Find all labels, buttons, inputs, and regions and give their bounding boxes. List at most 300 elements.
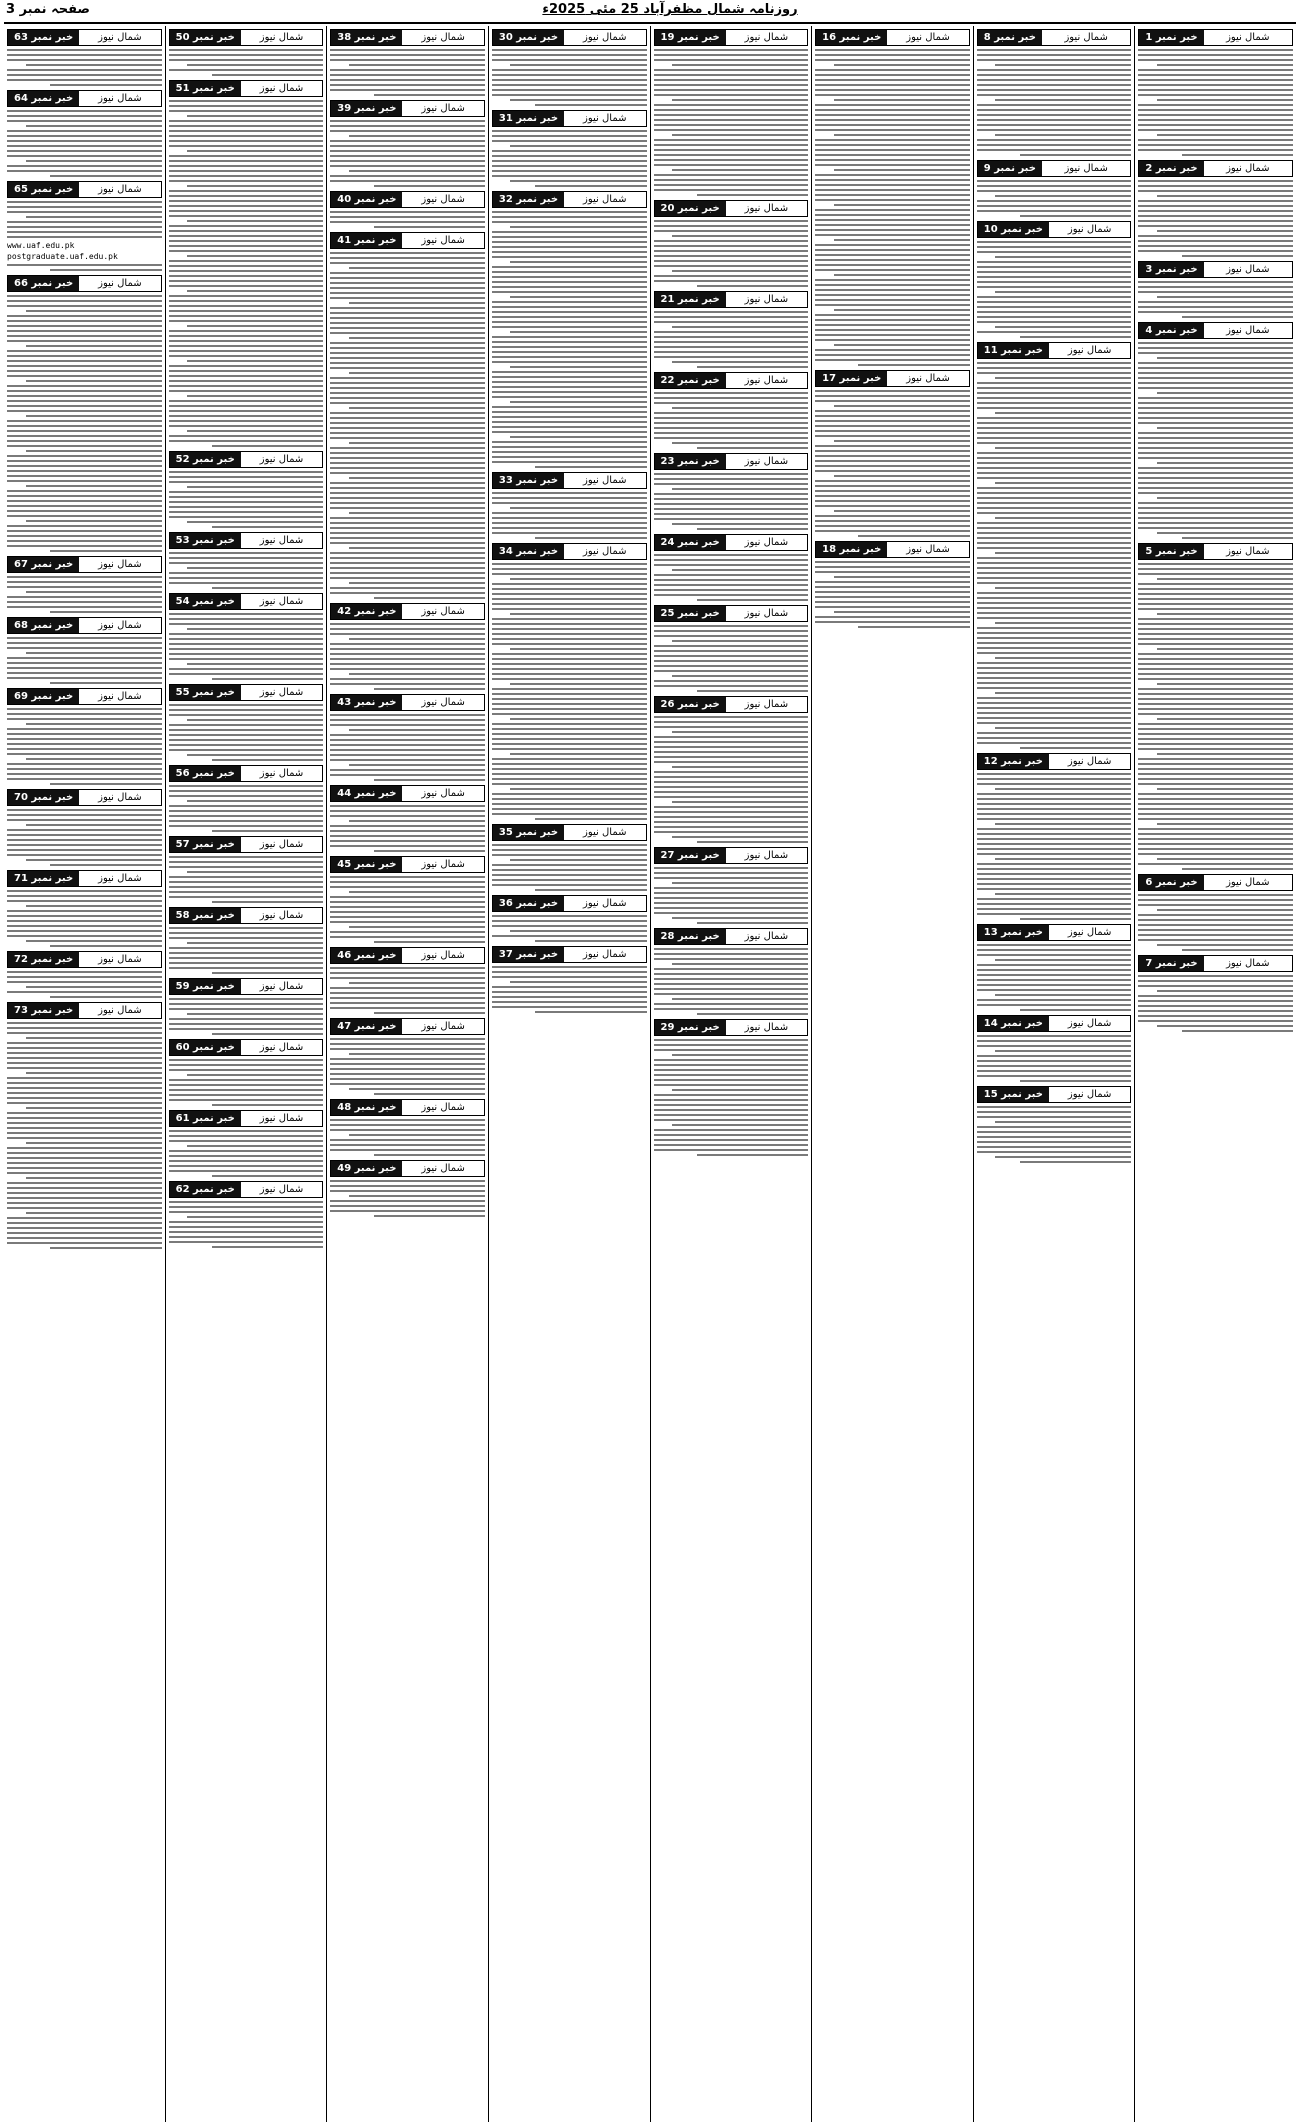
text-line [977, 873, 1132, 875]
text-line [492, 874, 647, 876]
text-line [834, 239, 970, 241]
text-line [492, 497, 647, 499]
text-line [977, 246, 1132, 248]
news-item-tag [1138, 160, 1293, 177]
text-line [492, 663, 647, 665]
text-line [995, 823, 1131, 825]
text-line [510, 683, 646, 685]
text-line [26, 160, 162, 162]
news-item-text [169, 49, 324, 76]
text-line [7, 672, 162, 674]
text-line [654, 746, 809, 748]
news-item-tag [169, 593, 324, 610]
text-line [169, 927, 324, 929]
news-source-label: شمال نیوز [241, 685, 322, 700]
text-line [330, 362, 485, 364]
text-line [169, 998, 324, 1000]
text-line [977, 677, 1132, 679]
text-line [169, 180, 324, 182]
text-line [7, 1027, 162, 1029]
text-line [169, 260, 324, 262]
text-line [492, 170, 647, 172]
text-line [169, 205, 324, 207]
text-line [7, 642, 162, 644]
text-line [169, 638, 324, 640]
news-item-text [7, 637, 162, 684]
text-line [330, 567, 485, 569]
text-line [169, 1084, 324, 1086]
text-line [374, 850, 485, 852]
text-line [26, 1107, 162, 1109]
text-line [1138, 190, 1293, 192]
text-line [212, 759, 323, 761]
news-item-tag [492, 29, 647, 46]
text-line [492, 698, 647, 700]
text-line [654, 574, 809, 576]
text-line [7, 435, 162, 437]
text-line [977, 863, 1132, 865]
news-item [654, 847, 809, 924]
text-line [995, 1050, 1131, 1052]
text-line [995, 195, 1131, 197]
text-line [1138, 74, 1293, 76]
news-item-tag [169, 1181, 324, 1198]
text-line [977, 104, 1132, 106]
text-line [510, 99, 646, 101]
text-line [492, 79, 647, 81]
text-line [330, 125, 485, 127]
text-line [212, 678, 323, 680]
text-line [169, 1023, 324, 1025]
text-line [330, 1048, 485, 1050]
text-line [510, 930, 646, 932]
text-line [977, 642, 1132, 644]
news-source-label: شمال نیوز [564, 30, 645, 45]
text-line [654, 432, 809, 434]
text-line [7, 662, 162, 664]
text-line [654, 716, 809, 718]
text-line [654, 184, 809, 186]
text-line [169, 235, 324, 237]
news-item-tag [7, 617, 162, 634]
text-line [330, 587, 485, 589]
text-line [977, 843, 1132, 845]
text-line [654, 149, 809, 151]
text-line [995, 517, 1131, 519]
text-line [995, 326, 1131, 328]
news-item-text [7, 576, 162, 613]
text-line [492, 618, 647, 620]
news-item-number: خبر نمبر 71 [8, 871, 79, 886]
text-line [7, 440, 162, 442]
text-line [330, 769, 485, 771]
text-line [492, 451, 647, 453]
news-item-text [815, 561, 970, 628]
text-line [26, 1177, 162, 1179]
text-line [330, 54, 485, 56]
text-line [492, 517, 647, 519]
text-line [815, 179, 970, 181]
text-line [977, 647, 1132, 649]
text-line [169, 165, 324, 167]
news-item [330, 856, 485, 943]
text-line [7, 713, 162, 715]
news-item-text [330, 252, 485, 599]
website-url[interactable]: www.uaf.edu.pk [7, 241, 75, 250]
text-line [492, 633, 647, 635]
news-source-label: شمال نیوز [564, 192, 645, 207]
text-line [1138, 487, 1293, 489]
text-line [169, 1165, 324, 1167]
text-line [697, 366, 808, 368]
text-line [492, 140, 647, 142]
text-line [374, 597, 485, 599]
text-line [7, 540, 162, 542]
text-line [492, 658, 647, 660]
text-line [7, 1222, 162, 1224]
text-line [330, 754, 485, 756]
text-line [654, 189, 809, 191]
news-item-text [977, 773, 1132, 920]
text-line [815, 571, 970, 573]
text-line [1138, 1010, 1293, 1012]
text-line [169, 577, 324, 579]
text-line [492, 733, 647, 735]
text-line [349, 1088, 485, 1090]
text-line [492, 276, 647, 278]
text-line [654, 958, 809, 960]
text-line [1138, 693, 1293, 695]
text-line [1138, 708, 1293, 710]
text-line [1138, 342, 1293, 344]
text-line [330, 734, 485, 736]
text-line [169, 516, 324, 518]
news-item-tag [977, 1086, 1132, 1103]
text-line [169, 350, 324, 352]
text-line [995, 587, 1131, 589]
text-line [1020, 1161, 1131, 1163]
text-line [169, 471, 324, 473]
text-line [7, 1227, 162, 1229]
text-line [492, 763, 647, 765]
news-source-label: شمال نیوز [1204, 323, 1292, 338]
text-line [7, 340, 162, 342]
text-line [1182, 154, 1293, 156]
text-line [1138, 79, 1293, 81]
text-line [330, 653, 485, 655]
news-source-label: شمال نیوز [1049, 343, 1130, 358]
text-line [492, 356, 647, 358]
text-line [1138, 94, 1293, 96]
text-line [977, 637, 1132, 639]
text-line [654, 139, 809, 141]
news-source-label: شمال نیوز [402, 30, 483, 45]
news-item-text [654, 948, 809, 1015]
text-line [349, 267, 485, 269]
text-line [977, 124, 1132, 126]
text-line [1182, 255, 1293, 257]
news-item [330, 785, 485, 852]
text-line [169, 496, 324, 498]
news-item-text [654, 49, 809, 196]
text-line [654, 174, 809, 176]
news-item-tag [169, 907, 324, 924]
news-item-tag [1138, 261, 1293, 278]
text-line [1138, 119, 1293, 121]
text-line [977, 492, 1132, 494]
text-line [1157, 1025, 1293, 1027]
text-line [212, 972, 323, 974]
text-line [1138, 934, 1293, 936]
text-line [1138, 568, 1293, 570]
text-line [330, 1185, 485, 1187]
text-line [654, 124, 809, 126]
text-line [834, 611, 970, 613]
text-line [1138, 447, 1293, 449]
text-line [7, 1112, 162, 1114]
text-line [169, 245, 324, 247]
text-line [169, 805, 324, 807]
text-line [7, 809, 162, 811]
news-item-text [654, 220, 809, 287]
text-line [995, 994, 1131, 996]
text-line [1138, 200, 1293, 202]
text-line [977, 1065, 1132, 1067]
text-line [492, 336, 647, 338]
text-line [492, 808, 647, 810]
text-line [654, 245, 809, 247]
text-line [492, 748, 647, 750]
news-item-tag [7, 688, 162, 705]
news-item-number: خبر نمبر 33 [493, 473, 564, 488]
text-line [1138, 144, 1293, 146]
text-line [330, 367, 485, 369]
text-line [7, 74, 162, 76]
text-line [1157, 718, 1293, 720]
text-line [654, 84, 809, 86]
text-line [492, 266, 647, 268]
text-line [169, 481, 324, 483]
text-line [212, 445, 323, 447]
text-line [815, 189, 970, 191]
text-line [1138, 813, 1293, 815]
text-line [815, 49, 970, 51]
text-line [815, 495, 970, 497]
text-line [654, 816, 809, 818]
text-line [1138, 149, 1293, 151]
text-line [330, 749, 485, 751]
text-line [349, 926, 485, 928]
text-line [977, 74, 1132, 76]
text-line [330, 1190, 485, 1192]
text-line [7, 753, 162, 755]
news-item-text [492, 130, 647, 187]
text-line [492, 568, 647, 570]
news-item [815, 29, 970, 366]
text-line [977, 139, 1132, 141]
text-line [7, 581, 162, 583]
text-line [169, 1236, 324, 1238]
text-line [187, 628, 323, 630]
news-item-tag [977, 342, 1132, 359]
text-line [330, 317, 485, 319]
text-line [1138, 362, 1293, 364]
text-line [977, 717, 1132, 719]
text-line [815, 415, 970, 417]
news-item-number: خبر نمبر 64 [8, 91, 79, 106]
text-line [7, 1087, 162, 1089]
text-line [7, 231, 162, 233]
news-item-text [815, 390, 970, 537]
text-line [349, 407, 485, 409]
website-url[interactable]: postgraduate.uaf.edu.pk [7, 252, 118, 261]
text-line [7, 576, 162, 578]
text-line [535, 889, 646, 891]
news-item [1138, 160, 1293, 257]
text-line [654, 1044, 809, 1046]
text-line [492, 688, 647, 690]
news-item-tag [169, 836, 324, 853]
text-line [169, 866, 324, 868]
text-line [1138, 783, 1293, 785]
news-item [7, 688, 162, 785]
text-line [7, 667, 162, 669]
text-line [212, 830, 323, 832]
text-line [492, 74, 647, 76]
text-line [7, 236, 162, 238]
text-line [815, 606, 970, 608]
text-line [815, 154, 970, 156]
text-line [1138, 768, 1293, 770]
news-item-tag [977, 924, 1132, 941]
text-line [26, 345, 162, 347]
news-item-number: خبر نمبر 54 [170, 594, 241, 609]
text-line [1157, 683, 1293, 685]
text-line [330, 643, 485, 645]
text-line [169, 724, 324, 726]
text-line [535, 940, 646, 942]
text-line [492, 386, 647, 388]
text-line [977, 607, 1132, 609]
text-line [654, 645, 809, 647]
text-line [977, 944, 1132, 946]
text-line [330, 522, 485, 524]
text-line [212, 901, 323, 903]
text-line [330, 992, 485, 994]
text-line [330, 49, 485, 51]
news-source-label: شمال نیوز [241, 979, 322, 994]
text-line [1138, 220, 1293, 222]
text-line [1138, 573, 1293, 575]
text-line [492, 241, 647, 243]
text-line [654, 872, 809, 874]
text-line [330, 663, 485, 665]
news-item-number: خبر نمبر 2 [1139, 161, 1203, 176]
text-line [697, 599, 808, 601]
news-source-label: شمال نیوز [564, 111, 645, 126]
text-line [977, 833, 1132, 835]
text-line [510, 436, 646, 438]
news-item-tag [977, 1015, 1132, 1032]
text-line [374, 1154, 485, 1156]
text-line [50, 1247, 161, 1249]
text-line [977, 407, 1132, 409]
text-line [1020, 1009, 1131, 1011]
text-line [510, 64, 646, 66]
text-line [977, 532, 1132, 534]
text-line [492, 461, 647, 463]
text-line [654, 346, 809, 348]
text-line [1138, 633, 1293, 635]
text-line [330, 432, 485, 434]
news-source-label: شمال نیوز [1204, 161, 1292, 176]
text-line [50, 269, 161, 271]
text-line [169, 1064, 324, 1066]
text-line [7, 445, 162, 447]
text-line [50, 783, 161, 785]
text-line [834, 99, 970, 101]
news-item [654, 605, 809, 692]
text-line [349, 1053, 485, 1055]
news-item-tag [7, 181, 162, 198]
text-line [977, 387, 1132, 389]
text-line [654, 1064, 809, 1066]
news-item-tag [654, 1019, 809, 1036]
text-line [330, 74, 485, 76]
text-line [492, 446, 647, 448]
news-item [7, 90, 162, 177]
text-line [1138, 240, 1293, 242]
text-line [1138, 975, 1293, 977]
text-line [977, 1116, 1132, 1118]
text-line [977, 49, 1132, 51]
text-line [815, 164, 970, 166]
text-line [169, 810, 324, 812]
text-line [654, 907, 809, 909]
news-column [4, 26, 165, 2122]
text-line [1138, 748, 1293, 750]
text-line [1138, 507, 1293, 509]
text-line [330, 412, 485, 414]
text-line [7, 335, 162, 337]
text-line [492, 391, 647, 393]
text-line [330, 931, 485, 933]
text-line [26, 591, 162, 593]
text-line [654, 1084, 809, 1086]
text-line [330, 467, 485, 469]
text-line [330, 462, 485, 464]
text-line [330, 537, 485, 539]
text-line [7, 525, 162, 527]
text-line [330, 211, 485, 213]
text-line [492, 89, 647, 91]
text-line [654, 559, 809, 561]
text-line [169, 135, 324, 137]
text-line [815, 279, 970, 281]
text-line [330, 1063, 485, 1065]
text-line [492, 996, 647, 998]
text-line [7, 375, 162, 377]
text-line [7, 325, 162, 327]
text-line [7, 385, 162, 387]
text-line [7, 355, 162, 357]
news-item [492, 472, 647, 539]
news-item-tag [654, 605, 809, 622]
news-item-number: خبر نمبر 70 [8, 790, 79, 805]
text-line [654, 473, 809, 475]
news-source-label: شمال نیوز [79, 790, 160, 805]
text-line [1157, 944, 1293, 946]
